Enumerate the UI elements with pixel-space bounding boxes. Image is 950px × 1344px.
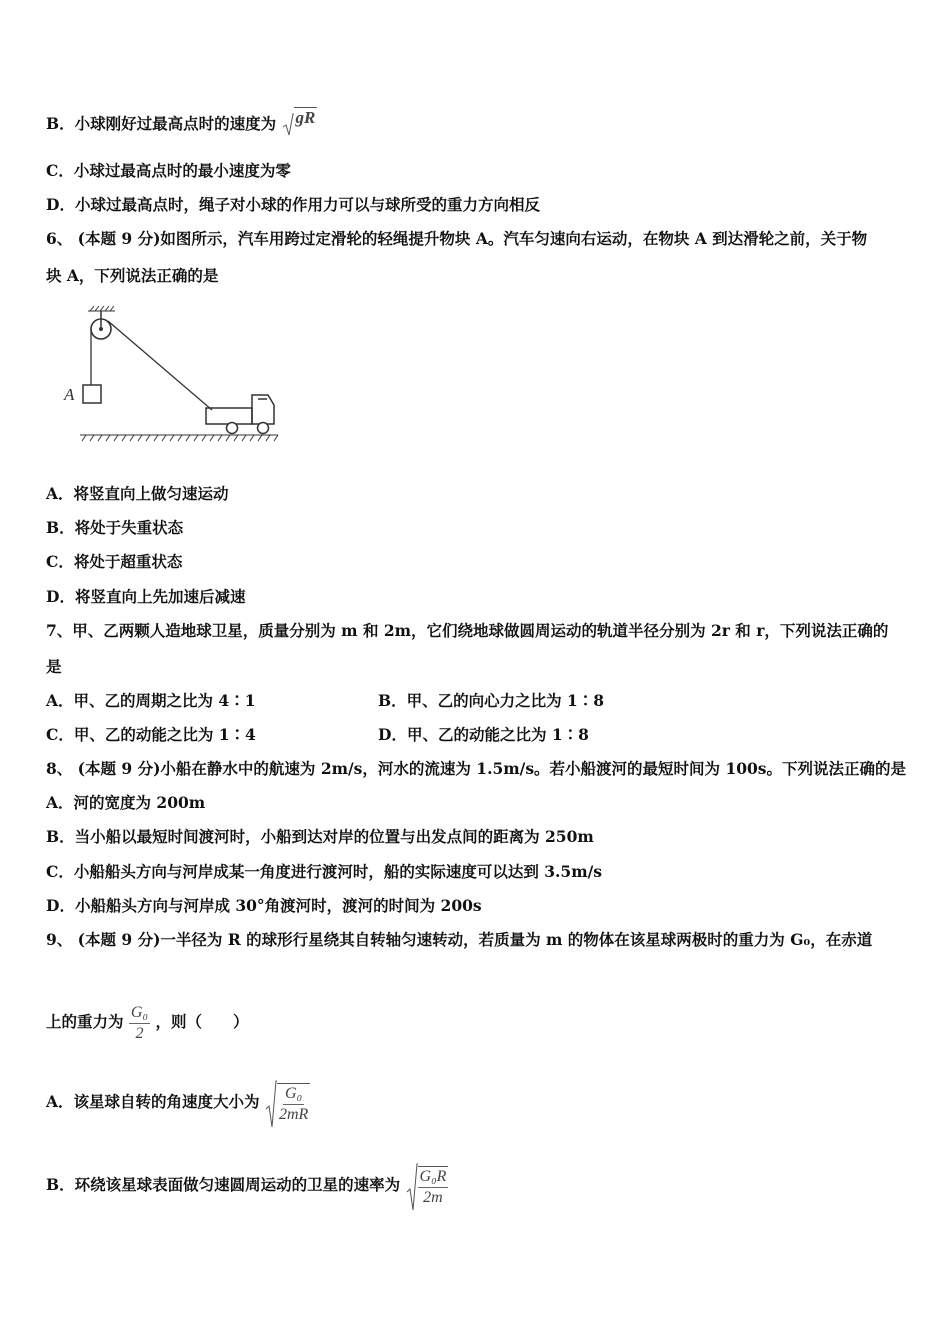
q8-option-a: A．河的宽度为 200m <box>46 793 206 812</box>
q6-stem-line1: 6、 (本题 9 分)如图所示，汽车用跨过定滑轮的轻绳提升物块 A。汽车匀速向右运动，在物块 A 到达滑轮之前，关于物 <box>46 229 868 248</box>
q6-stem-line2: 块 A，下列说法正确的是 <box>46 266 219 285</box>
slanted-rope <box>108 321 212 410</box>
figure-label-a: A <box>64 385 75 404</box>
q5-option-b <box>46 108 317 137</box>
q7-stem-line2: 是 <box>46 657 62 676</box>
q9-stem-line2: 上的重力为 $\frac{\text{G₀}}{2}$ ，则（ ） <box>46 1003 249 1042</box>
q9-option-b: B．环绕该星球表面做匀速圆周运动的卫星的速率为 $\frac{\text{G₀R}}{2m}$ <box>46 1158 448 1213</box>
q7-option-b: B．甲、乙的向心力之比为 1∶8 <box>378 691 605 710</box>
q9-stem-line1: 9、 (本题 9 分)一半径为 R 的球形行星绕其自转轴匀速转动，若质量为 m 的物体在该星球两极时的重力为 G₀，在赤道 <box>46 930 873 949</box>
q9-option-a: A．该星球自转的角速度大小为 $\frac{\text{G₀}}{2mR}$ <box>46 1075 310 1130</box>
q6-option-c: C．将处于超重状态 <box>46 552 183 571</box>
q6-option-b: B．将处于失重状态 <box>46 518 184 537</box>
sqrt-gR: gR <box>282 113 318 137</box>
q8-option-d: D．小船船头方向与河岸成 30°角渡河时，渡河的时间为 200s <box>46 896 482 915</box>
q5-option-c: C．小球过最高点时的最小速度为零 <box>46 161 291 180</box>
fraction-g0-over-2: $\frac{\text{G₀}}{2}$ <box>130 1003 149 1042</box>
q7-option-a: A．甲、乙的周期之比为 4∶1 <box>46 691 256 710</box>
q7-option-c: C．甲、乙的动能之比为 1∶4 <box>46 725 256 744</box>
q7-stem-line1: 7、甲、乙两颗人造地球卫星，质量分别为 m 和 2m，它们绕地球做圆周运动的轨道半径分别为 2r 和 r，下列说法正确的 <box>46 621 889 640</box>
truck <box>206 395 274 434</box>
sqrt-g0-over-2mR: $\frac{\text{G₀}}{2mR}$ <box>265 1076 310 1130</box>
q7-option-d: D．甲、乙的动能之比为 1∶8 <box>378 725 589 744</box>
q8-stem: 8、 (本题 9 分)小船在静水中的航速为 2m/s，河水的流速为 1.5m/s。若小船渡河的最短时间为 100s。下列说法正确的是 <box>46 759 907 778</box>
q6-option-a: A．将竖直向上做匀速运动 <box>46 484 229 503</box>
q6-option-d: D．将竖直向上先加速后减速 <box>46 587 246 606</box>
q5-option-b-label: B． <box>46 114 75 133</box>
q8-option-b: B．当小船以最短时间渡河时，小船到达对岸的位置与出发点间的距离为 250m <box>46 827 594 846</box>
ceiling-hatch <box>88 306 115 311</box>
q5-option-b-text: 小球刚好过最高点时的速度为 <box>74 114 277 133</box>
q5-option-d: D．小球过最高点时，绳子对小球的作用力可以与球所受的重力方向相反 <box>46 195 540 214</box>
q8-option-c: C．小船船头方向与河岸成某一角度进行渡河时，船的实际速度可以达到 3.5m/s <box>46 862 602 881</box>
pulley-truck-figure <box>60 305 285 450</box>
ground-hatch <box>80 435 278 441</box>
sqrt-g0R-over-2m: $\frac{\text{G₀R}}{2m}$ <box>406 1159 449 1213</box>
block-a <box>83 385 101 403</box>
